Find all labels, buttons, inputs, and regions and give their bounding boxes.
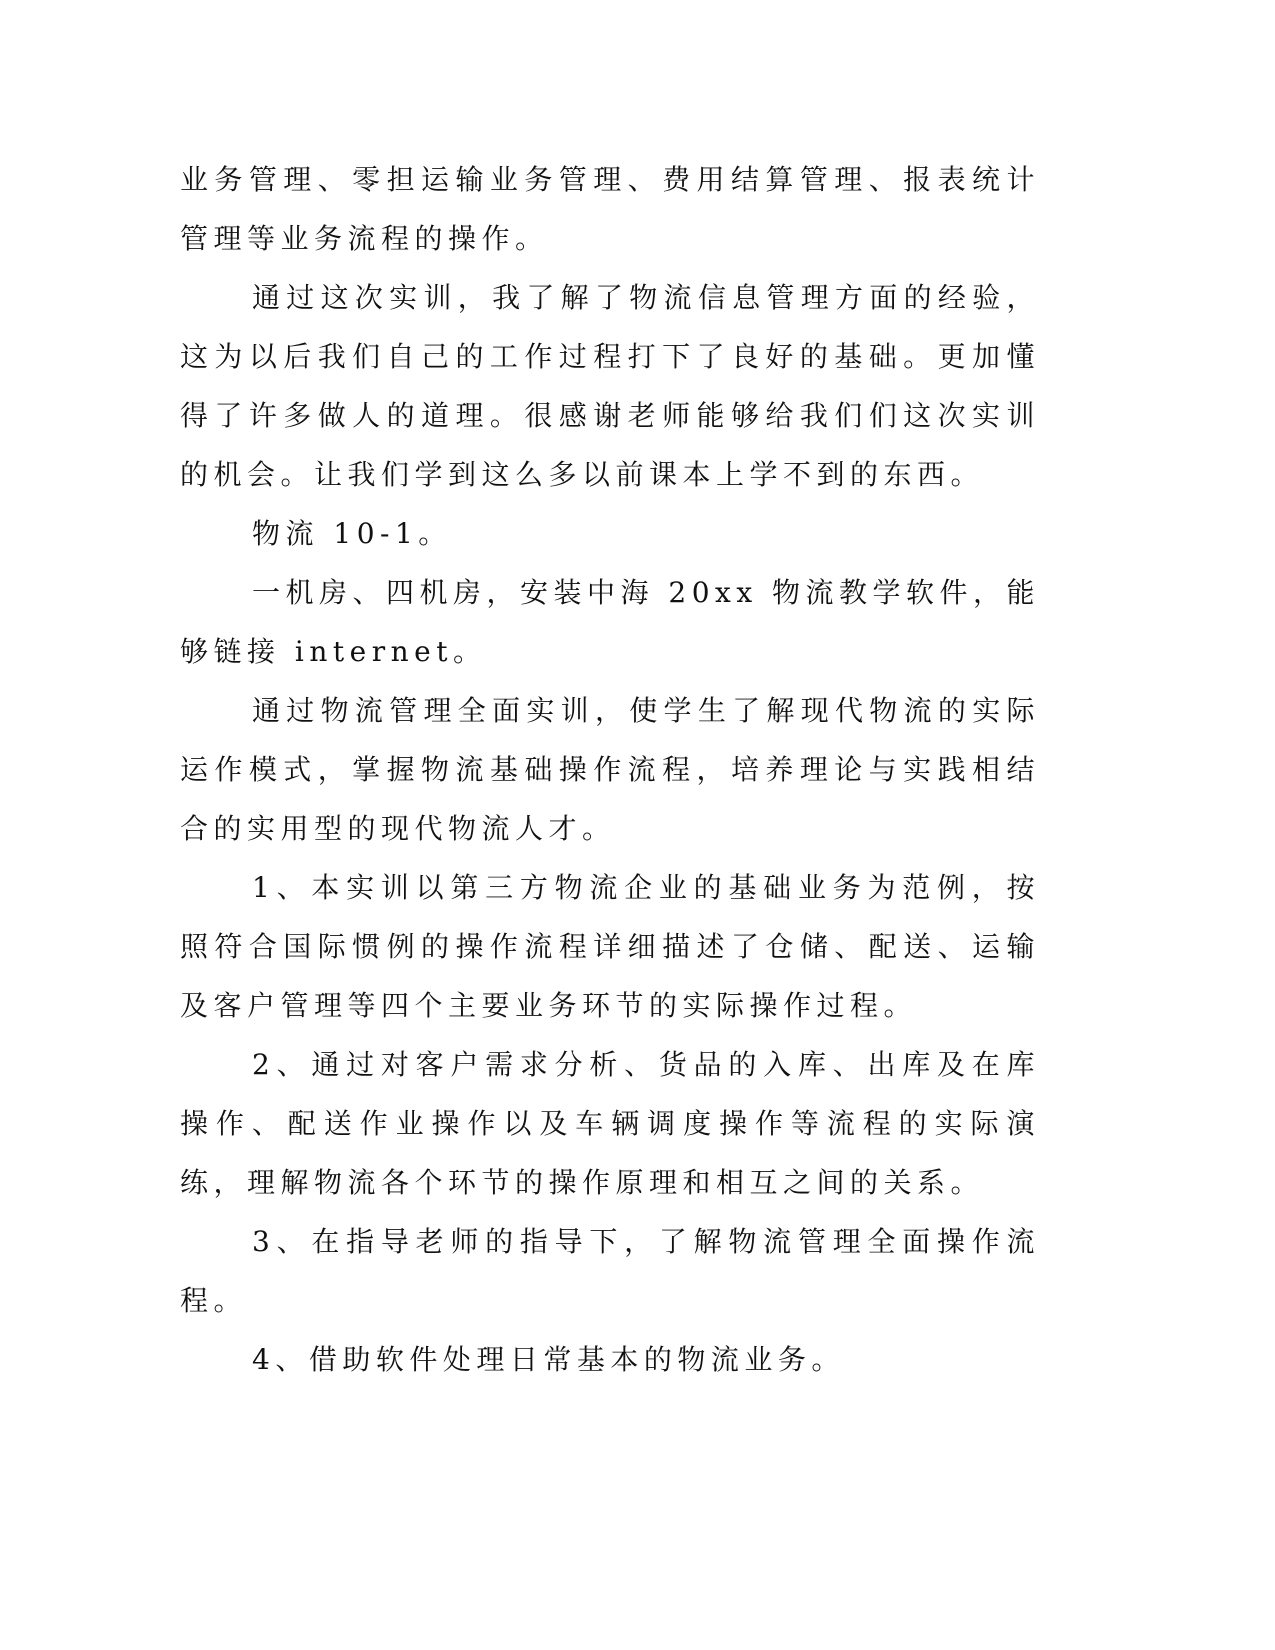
paragraph-item-1: 1、本实训以第三方物流企业的基础业务为范例，按照符合国际惯例的操作流程详细描述了仓储、配送、运输及客户管理等四个主要业务环节的实际操作过程。 [180, 871, 1040, 1022]
paragraph-continuation: 业务管理、零担运输业务管理、费用结算管理、报表统计管理等业务流程的操作。 [180, 163, 1040, 255]
paragraph-training-objective: 通过物流管理全面实训，使学生了解现代物流的实际运作模式，掌握物流基础操作流程，培养理论与实践相结合的实用型的现代物流人才。 [180, 694, 1040, 845]
paragraph-item-2: 2、通过对客户需求分析、货品的入库、出库及在库操作、配送作业操作以及车辆调度操作等流程的实际演练，理解物流各个环节的操作原理和相互之间的关系。 [180, 1048, 1040, 1199]
paragraph-item-4: 4、借助软件处理日常基本的物流业务。 [252, 1343, 845, 1376]
paragraph-lab-environment: 一机房、四机房，安装中海 20xx 物流教学软件，能够链接 internet。 [180, 576, 1041, 668]
paragraph-class-name: 物流 10-1。 [252, 517, 452, 550]
document-body [180, 150, 1040, 1389]
paragraph-item-3: 3、在指导老师的指导下，了解物流管理全面操作流程。 [180, 1225, 1040, 1317]
paragraph-training-reflection: 通过这次实训，我了解了物流信息管理方面的经验，这为以后我们自己的工作过程打下了良好的基础。更加懂得了许多做人的道理。很感谢老师能够给我们们这次实训的机会。让我们学到这么多以前课本上学不到的东西。 [180, 281, 1040, 491]
